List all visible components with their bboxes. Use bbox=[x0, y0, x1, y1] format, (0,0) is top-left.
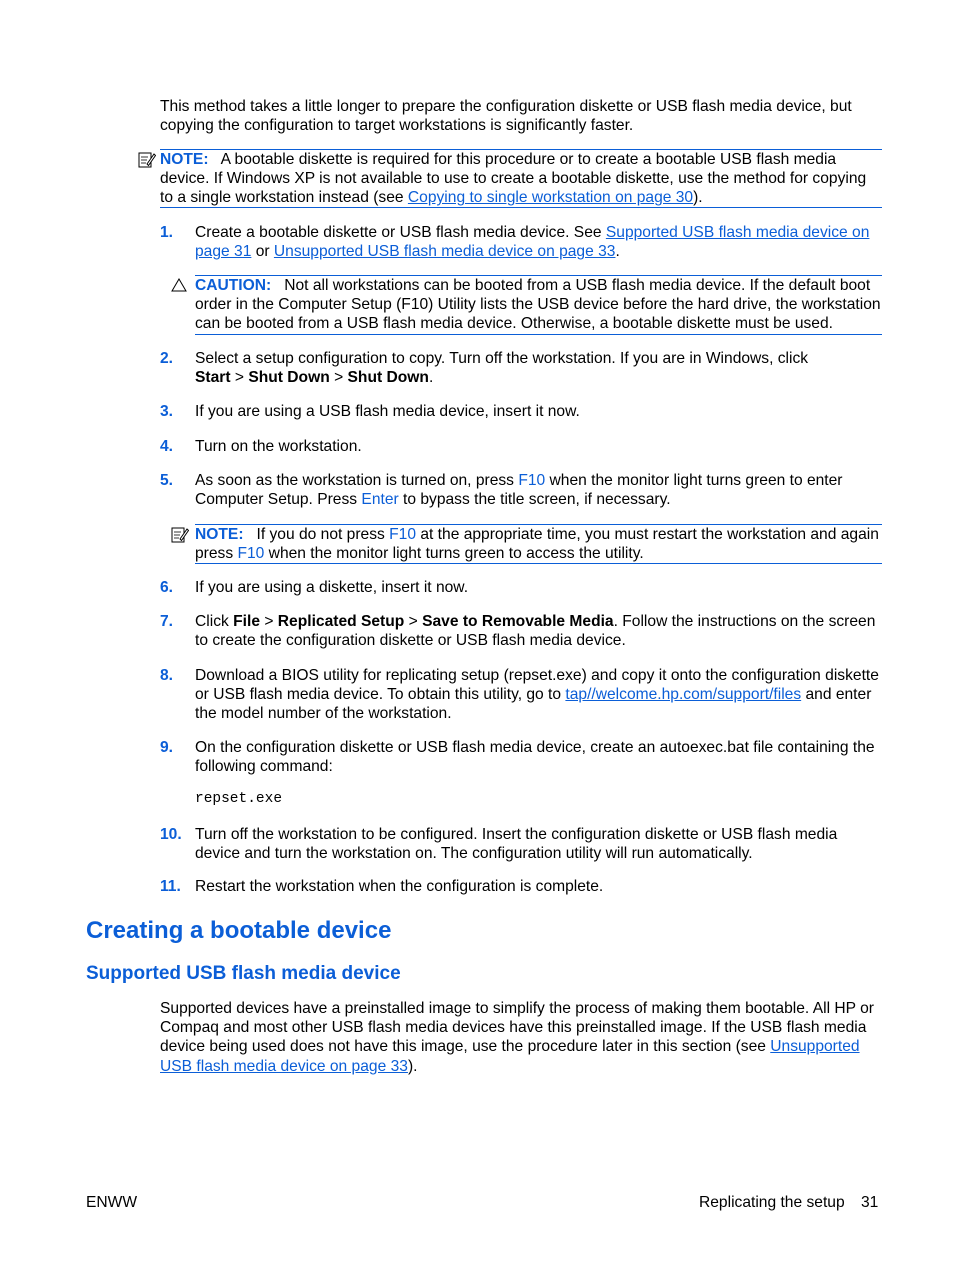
link-supported-usb[interactable]: Supported USB flash media device on page 31 bbox=[195, 224, 870, 261]
key-f10: F10 bbox=[389, 526, 417, 543]
link-hp-support-files[interactable]: tap//welcome.hp.com/support/files bbox=[565, 686, 802, 704]
intro-paragraph: This method takes a little longer to prepare the configuration diskette or USB flash media device, but copying the configuration to target workstations is significantly faster. bbox=[160, 98, 852, 135]
step-text: or bbox=[251, 243, 274, 261]
note-box bbox=[160, 149, 882, 208]
link-copying-single-workstation[interactable]: Copying to single workstation on page 30 bbox=[407, 189, 694, 207]
step-3: If you are using a USB flash media device, insert it now. bbox=[195, 403, 580, 420]
code-command: repset.exe bbox=[195, 791, 283, 807]
step-text: Select a setup configuration to copy. Turn off the workstation. If you are in Windows, click bbox=[195, 350, 809, 367]
step-number: 5. bbox=[160, 472, 174, 489]
step-10: Turn off the workstation to be configured. Insert the configuration diskette or USB flash media device and turn the workstation on. The configuration utility will run automatically. bbox=[195, 826, 838, 863]
footer-section-title: Replicating the setup bbox=[699, 1194, 845, 1211]
note-paragraph bbox=[195, 525, 882, 563]
caution-label: CAUTION: bbox=[195, 277, 272, 294]
step-number: 7. bbox=[160, 613, 174, 630]
step-6: If you are using a diskette, insert it now. bbox=[195, 579, 469, 596]
caution-paragraph bbox=[195, 276, 882, 334]
step-text: . bbox=[428, 369, 434, 387]
section-paragraph bbox=[160, 999, 882, 1076]
note-paragraph bbox=[160, 150, 882, 208]
note-label: NOTE: bbox=[195, 526, 244, 543]
caution-text: Not all workstations can be booted from a USB flash media device. If the default boot order in the Computer Setup (F10) Utility lists the USB device before the hard drive, the workstation can be booted from a USB flash media device. Otherwise, a bootable diskette must be used. bbox=[195, 277, 881, 333]
note-pencil-icon bbox=[171, 526, 189, 543]
page-number: 31 bbox=[861, 1194, 879, 1211]
step-text: Download a BIOS utility for replicating setup (repset.exe) and copy it onto the configuration diskette or USB flash media device. To obtain this utility, go to bbox=[195, 667, 879, 704]
separator: > bbox=[260, 613, 278, 630]
note-label: NOTE: bbox=[160, 151, 209, 168]
separator: > bbox=[329, 369, 348, 387]
step-text: . Follow the instructions on the screen to create the configuration diskette or USB flash media device. bbox=[195, 613, 876, 650]
menu-save-to-removable-media: Save to Removable Media bbox=[422, 613, 614, 630]
step-number: 9. bbox=[160, 739, 174, 756]
note-text: A bootable diskette is required for this procedure or to create a bootable USB flash media device. If Windows XP is not available to use to create a bootable diskette, use the method for copying to a single workstation instead (see bbox=[160, 151, 867, 207]
menu-file: File bbox=[233, 613, 260, 630]
subsection-heading: Supported USB flash media device bbox=[86, 963, 401, 984]
menu-start: Start bbox=[195, 369, 231, 387]
step-text: As soon as the workstation is turned on, press bbox=[195, 472, 519, 489]
footer-left: ENWW bbox=[86, 1194, 138, 1211]
step-number: 1. bbox=[160, 224, 174, 241]
step-4: Turn on the workstation. bbox=[195, 438, 362, 455]
link-unsupported-usb[interactable]: Unsupported USB flash media device on page 33 bbox=[160, 1038, 860, 1075]
step-text: to bypass the title screen, if necessary. bbox=[398, 491, 671, 509]
step-number: 4. bbox=[160, 438, 174, 455]
step-2 bbox=[195, 349, 882, 387]
step-number: 2. bbox=[160, 350, 174, 367]
step-text: and enter the model number of the workstation. bbox=[195, 686, 872, 723]
step-7 bbox=[195, 612, 882, 650]
section-heading: Creating a bootable device bbox=[86, 917, 392, 944]
note-box bbox=[195, 524, 882, 564]
link-unsupported-usb[interactable]: Unsupported USB flash media device on page 33 bbox=[273, 243, 616, 261]
menu-shut-down: Shut Down bbox=[248, 369, 330, 387]
section-text: Supported devices have a preinstalled image to simplify the process of making them bootable. All HP or Compaq and most other USB flash media devices have this preinstalled image. If the USB flash media device being used does not have this image, use the procedure later in this section (see bbox=[160, 1000, 874, 1056]
step-5 bbox=[195, 471, 882, 509]
note-text: when the monitor light turns green to access the utility. bbox=[264, 545, 644, 563]
key-enter: Enter bbox=[361, 491, 399, 509]
caution-box bbox=[195, 275, 882, 335]
step-11: Restart the workstation when the configuration is complete. bbox=[195, 878, 604, 895]
key-f10: F10 bbox=[518, 472, 546, 489]
step-8 bbox=[195, 666, 882, 724]
menu-replicated-setup: Replicated Setup bbox=[277, 613, 405, 630]
note-pencil-icon bbox=[138, 151, 156, 168]
step-number: 8. bbox=[160, 667, 174, 684]
step-text: Click bbox=[195, 613, 234, 630]
step-number: 11. bbox=[160, 878, 181, 895]
step-number: 6. bbox=[160, 579, 174, 596]
separator: > bbox=[230, 369, 249, 387]
separator: > bbox=[404, 613, 423, 630]
step-text: Create a bootable diskette or USB flash media device. See bbox=[195, 224, 606, 241]
note-text: at the appropriate time, you must restart the workstation and again press bbox=[195, 526, 879, 563]
step-9: On the configuration diskette or USB flash media device, create an autoexec.bat file containing the following command: bbox=[195, 739, 875, 776]
note-text: If you do not press bbox=[256, 526, 390, 543]
step-text: . bbox=[615, 243, 620, 261]
section-text-end: ). bbox=[407, 1057, 418, 1075]
step-number: 10. bbox=[160, 826, 182, 843]
key-f10: F10 bbox=[237, 545, 265, 563]
step-text: when the monitor light turns green to enter Computer Setup. Press bbox=[195, 472, 843, 509]
menu-shut-down-confirm: Shut Down bbox=[347, 369, 429, 387]
caution-triangle-icon bbox=[171, 278, 187, 292]
step-1 bbox=[195, 223, 882, 261]
step-number: 3. bbox=[160, 403, 174, 420]
note-text-end: ). bbox=[693, 189, 703, 207]
